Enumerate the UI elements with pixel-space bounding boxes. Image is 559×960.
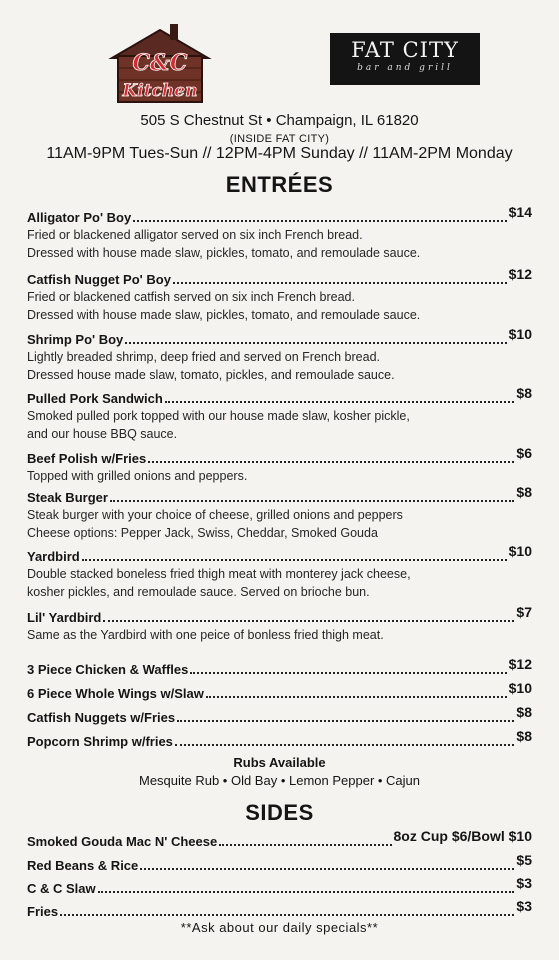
- side-item: [27, 898, 532, 920]
- item-price: $8: [516, 704, 532, 720]
- item-desc: Fried or blackened catfish served on six inch French bread.: [27, 290, 355, 304]
- item-name: C & C Slaw: [27, 881, 96, 896]
- rubs-title: Rubs Available: [233, 755, 326, 770]
- entrees-heading: ENTRÉES: [225, 172, 334, 197]
- hours: 11AM-9PM Tues-Sun // 12PM-4PM Sunday // 11AM-2PM Monday: [46, 145, 513, 162]
- sides-heading: SIDES: [245, 800, 314, 825]
- item-price: $7: [516, 604, 532, 620]
- address: 505 S Chestnut St • Champaign, IL 61820: [140, 112, 419, 129]
- cc-kitchen-logo-graphic: [108, 24, 212, 104]
- menu-item: [27, 204, 532, 262]
- item-price: $10: [508, 326, 532, 342]
- fat-city-logo: [330, 33, 480, 85]
- item-price: $12: [508, 656, 532, 672]
- item-price: $8: [516, 728, 532, 744]
- item-name: 3 Piece Chicken & Waffles: [27, 662, 189, 677]
- item-name: Popcorn Shrimp w/fries: [27, 734, 173, 749]
- item-price: $12: [508, 266, 532, 282]
- side-item: [27, 828, 532, 850]
- item-name: Catfish Nuggets w/Fries: [27, 710, 176, 725]
- item-price: $3: [516, 898, 532, 914]
- item-price: 8oz Cup $6/Bowl $10: [393, 828, 532, 844]
- item-price: $14: [508, 204, 532, 220]
- logo-cc-text: C&C: [132, 50, 188, 76]
- side-item: [27, 875, 532, 897]
- item-desc: Same as the Yardbird with one peice of bonless fried thigh meat.: [27, 628, 384, 642]
- item-price: $8: [516, 484, 532, 500]
- inside-note: (INSIDE FAT CITY): [229, 133, 330, 145]
- logo-kitchen-text: Kitchen: [122, 81, 198, 101]
- fat-city-title: FAT CITY: [351, 38, 459, 62]
- daily-specials-note: **Ask about our daily specials**: [180, 920, 379, 935]
- side-item: [27, 852, 532, 874]
- menu-item: [27, 326, 532, 384]
- menu-item: [27, 728, 532, 750]
- item-price: $5: [516, 852, 532, 868]
- item-name: Fries: [27, 904, 59, 919]
- cc-kitchen-logo: [108, 24, 212, 104]
- rubs-list: Mesquite Rub • Old Bay • Lemon Pepper • Cajun: [138, 773, 421, 788]
- menu-item: [27, 484, 532, 542]
- menu-item: [27, 704, 532, 726]
- item-name: Alligator Po' Boy: [27, 210, 132, 225]
- item-name: Beef Polish w/Fries: [27, 451, 147, 466]
- item-price: $8: [516, 385, 532, 401]
- item-name: Catfish Nugget Po' Boy: [27, 272, 171, 287]
- item-price: $10: [508, 680, 532, 696]
- item-desc: Cheese options: Pepper Jack, Swiss, Cheddar, Smoked Gouda: [27, 526, 378, 540]
- item-desc: Steak burger with your choice of cheese, grilled onions and peppers: [27, 508, 403, 522]
- item-price: $10: [508, 543, 532, 559]
- menu-item: [27, 680, 532, 702]
- item-name: Pulled Pork Sandwich: [27, 391, 163, 406]
- menu-item: [27, 543, 532, 601]
- menu-item: [27, 266, 532, 324]
- item-desc: Topped with grilled onions and peppers.: [27, 469, 248, 483]
- item-desc: kosher pickles, and remoulade sauce. Served on brioche bun.: [27, 585, 370, 599]
- item-name: Smoked Gouda Mac N' Cheese: [27, 834, 218, 849]
- item-name: Lil' Yardbird: [27, 610, 102, 625]
- item-desc: Smoked pulled pork topped with our house made slaw, kosher pickle,: [27, 409, 410, 423]
- item-price: $6: [516, 445, 532, 461]
- item-price: $3: [516, 875, 532, 891]
- item-desc: Lightly breaded shrimp, deep fried and served on French bread.: [27, 350, 380, 364]
- menu-item: [27, 656, 532, 678]
- item-desc: Dressed house made slaw, tomato, pickles, and remoulade sauce.: [27, 368, 395, 382]
- menu-item: [27, 385, 532, 443]
- item-desc: Dressed with house made slaw, pickles, tomato, and remoulade sauce.: [27, 308, 421, 322]
- item-name: Shrimp Po' Boy: [27, 332, 124, 347]
- item-desc: Dressed with house made slaw, pickles, tomato, and remoulade sauce.: [27, 246, 421, 260]
- item-name: 6 Piece Whole Wings w/Slaw: [27, 686, 204, 701]
- item-desc: Fried or blackened alligator served on six inch French bread.: [27, 228, 363, 242]
- item-name: Steak Burger: [27, 490, 108, 505]
- item-name: Red Beans & Rice: [27, 858, 139, 873]
- menu-item: [27, 445, 532, 485]
- item-desc: Double stacked boneless fried thigh meat with monterey jack cheese,: [27, 567, 411, 581]
- item-desc: and our house BBQ sauce.: [27, 427, 178, 441]
- menu-item: [27, 604, 532, 644]
- fat-city-subtitle: bar and grill: [357, 63, 453, 73]
- item-name: Yardbird: [27, 549, 80, 564]
